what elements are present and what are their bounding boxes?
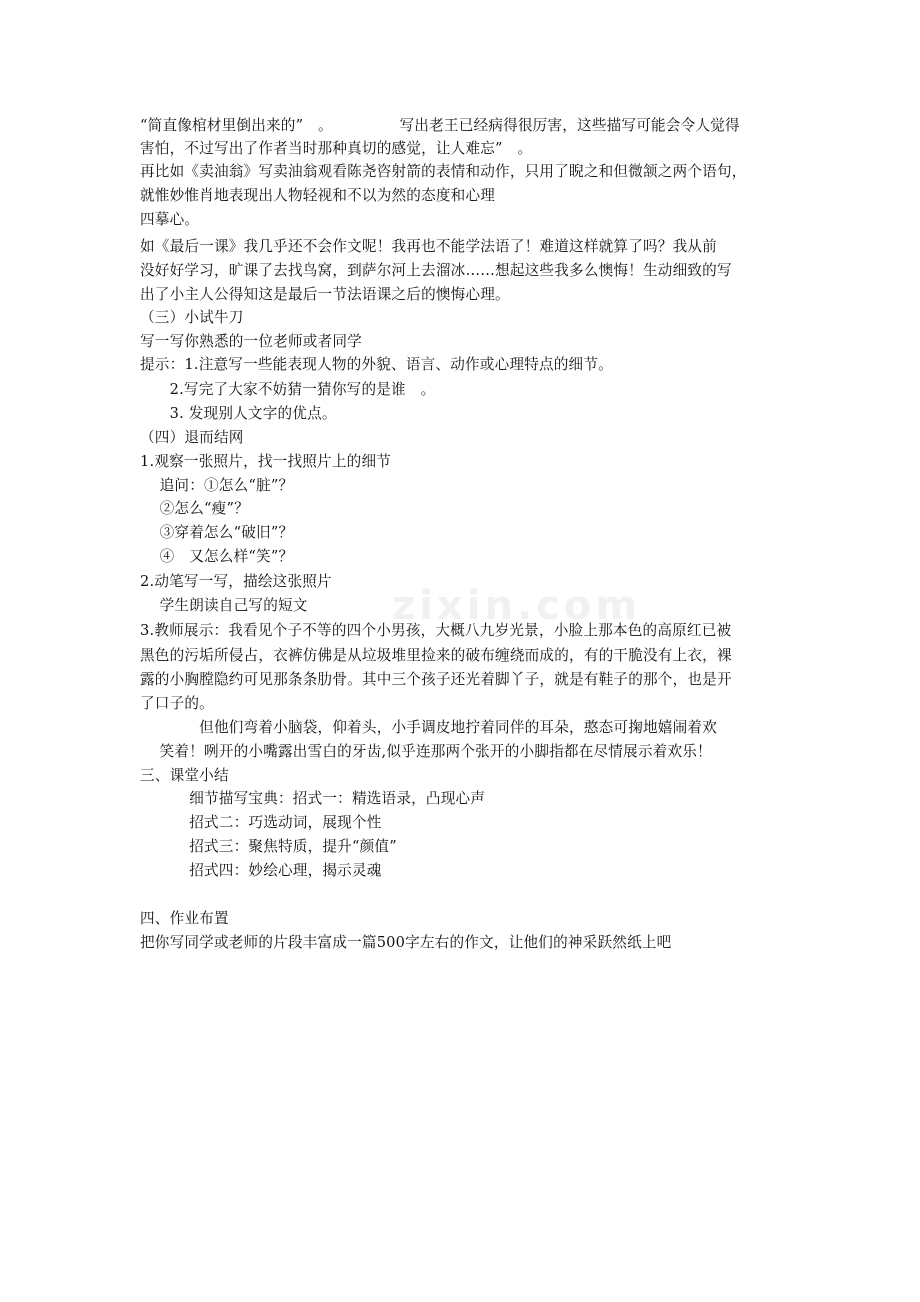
text-line: 3.教师展示：我看见个子不等的四个小男孩，大概八九岁光景，小脸上那本色的高原红已被 (140, 622, 732, 639)
text-line: 笑着！咧开的小嘴露出雪白的牙齿,似乎连那两个张开的小脚指都在尽情展示着欢乐！ (140, 743, 712, 760)
section-heading: 四摹心。 (140, 211, 200, 228)
text-line: 害怕，不过写出了作者当时那种真切的感觉，让人难忘” 。 (140, 140, 533, 157)
text-line: 出了小主人公得知这是最后一节法语课之后的懊悔心理。 (140, 286, 510, 303)
watermark: zixin.com (392, 583, 642, 629)
text-line: 招式二：巧选动词，展现个性 (140, 814, 382, 831)
text-line: 3. 发现别人文字的优点。 (140, 405, 337, 422)
text-line: 把你写同学或老师的片段丰富成一篇500字左右的作文，让他们的神采跃然纸上吧 (140, 934, 672, 951)
text-line: 露的小胸膛隐约可见那条条肋骨。其中三个孩子还光着脚丫子，就是有鞋子的那个，也是开 (140, 671, 732, 688)
text-line: 1.观察一张照片，找一找照片上的细节 (140, 453, 392, 470)
text-line: 2.动笔写一写，描绘这张照片 (140, 573, 332, 590)
text-line: 没好好学习，旷课了去找鸟窝，到萨尔河上去溜冰……想起这些我多么懊悔！生动细致的写 (140, 262, 732, 279)
text-line: 提示：1.注意写一些能表现人物的外貌、语言、动作或心理特点的细节。 (140, 356, 613, 373)
text-line: 但他们弯着小脑袋，仰着头，小手调皮地拧着同伴的耳朵，憨态可掬地嬉闹着欢 (140, 719, 717, 736)
section-heading: 四、作业布置 (140, 910, 229, 927)
text-line: 细节描写宝典：招式一：精选语录，凸现心声 (140, 790, 486, 807)
text-line: 2.写完了大家不妨猜一猜你写的是谁 。 (140, 381, 436, 398)
text-line: ③穿着怎么“破旧”？ (140, 524, 294, 541)
text-line: 招式四：妙绘心理，揭示灵魂 (140, 862, 382, 879)
text-line: 学生朗读自己写的短文 (140, 597, 308, 614)
text-line: 招式三：聚焦特质，提升“颜值” (140, 838, 397, 855)
text-line: “简直像棺材里倒出来的” 。 写出老王已经病得很厉害，这些描写可能会令人觉得 (140, 117, 740, 134)
text-line: 如《最后一课》我几乎还不会作文呢！我再也不能学法语了！难道这样就算了吗？我从前 (140, 238, 717, 255)
section-heading: （四）退而结网 (140, 429, 244, 446)
text-line: 写一写你熟悉的一位老师或者同学 (140, 333, 362, 350)
text-line: 就惟妙惟肖地表现出人物轻视和不以为然的态度和心理 (140, 187, 496, 204)
text-line: 再比如《卖油翁》写卖油翁观看陈尧咨射箭的表情和动作，只用了睨之和但微颔之两个语句， (140, 163, 747, 180)
text-line: ④ 又怎么样“笑”？ (140, 548, 294, 565)
section-heading: 三、课堂小结 (140, 767, 229, 784)
text-line: 了口子的。 (140, 695, 214, 712)
text-line: 追问：①怎么“脏”？ (140, 477, 294, 494)
text-line: 黑色的污垢所侵占，衣裤仿佛是从垃圾堆里捡来的破布缠绕而成的，有的干脆没有上衣，裸 (140, 647, 732, 664)
text-line: ②怎么“瘦”？ (140, 500, 249, 517)
section-heading: （三）小试牛刀 (140, 309, 244, 326)
